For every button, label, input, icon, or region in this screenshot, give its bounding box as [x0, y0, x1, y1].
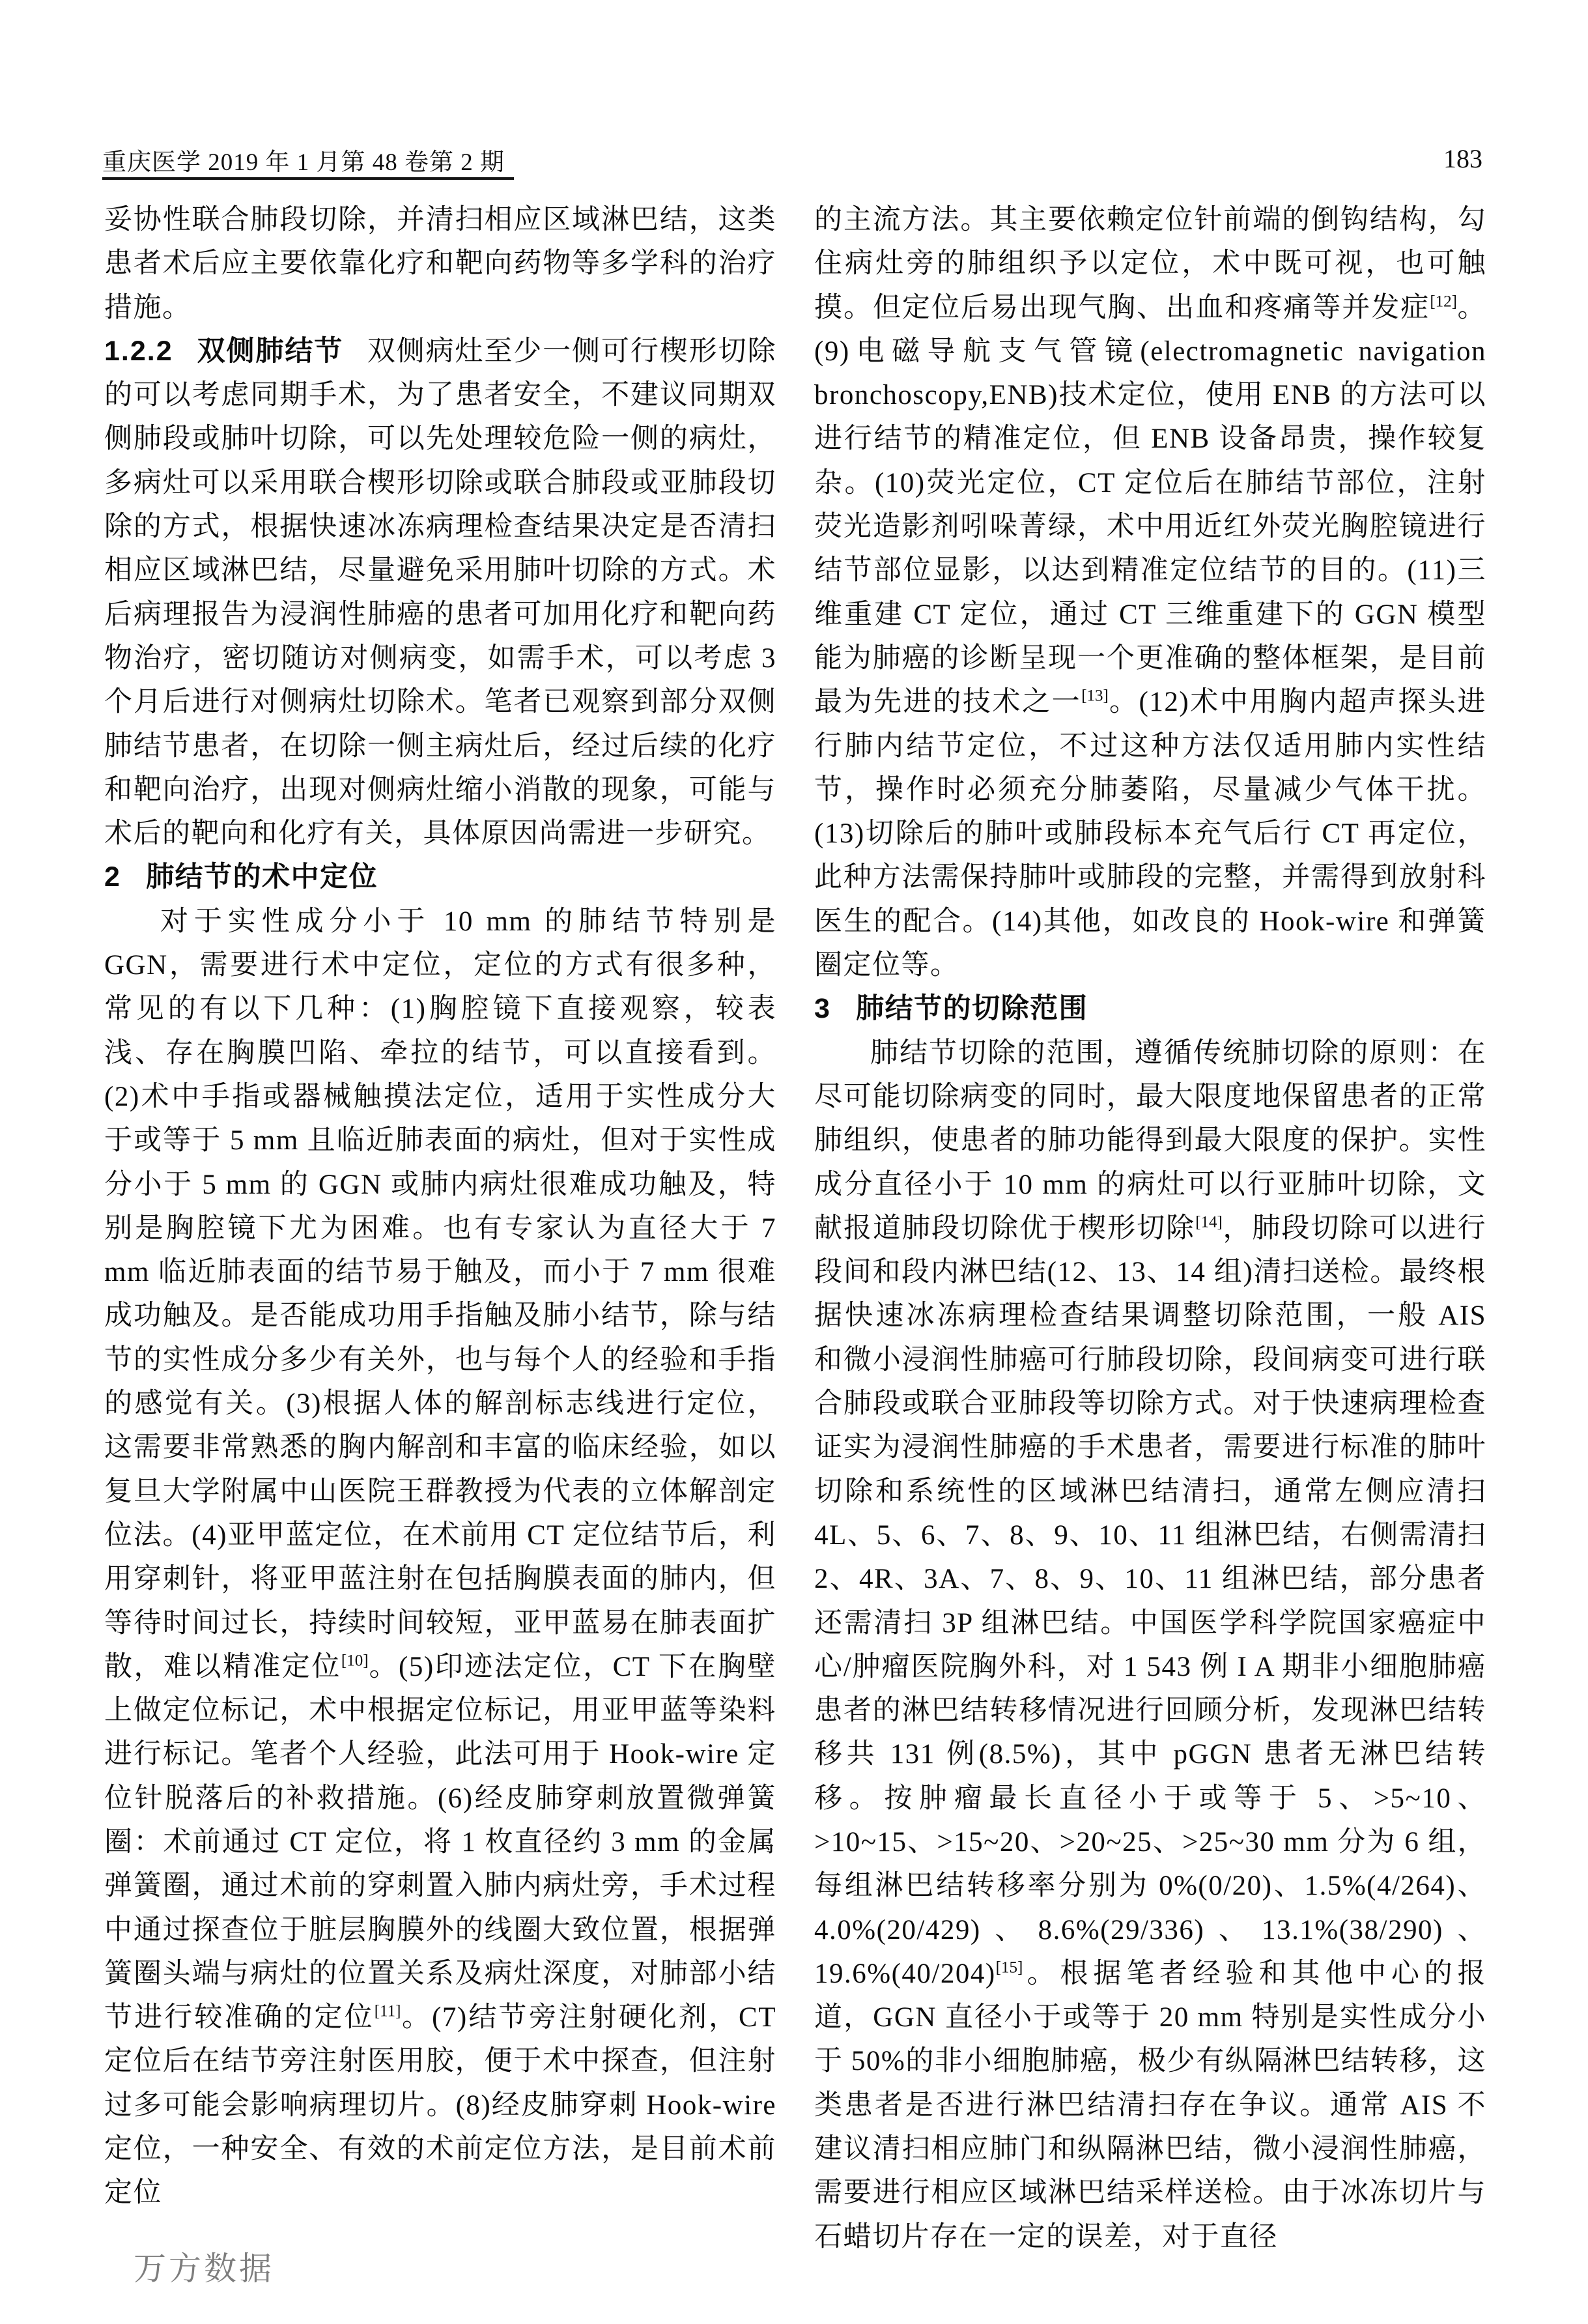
subsection-1-2-2-number: 1.2.2: [104, 335, 173, 367]
page-number: 183: [1443, 144, 1482, 173]
subsection-1-2-2-title: 双侧肺结节: [197, 335, 344, 367]
section-3-heading: [814, 987, 1486, 1031]
header-underline: [102, 177, 514, 180]
paragraph-continuation-right: 的主流方法。其主要依赖定位针前端的倒钩结构，勾住病灶旁的肺组织予以定位，术中既可视，也可触摸。但定位后易出现气胸、出血和疼痛等并发症[12]。(9)电磁导航支气管镜(electromagnetic navigation bronchoscopy,ENB)技术定位，使用 ENB 的方法可以进行结节的精准定位，但 ENB 设备昂贵，操作较复杂。(10)荧光定位，CT 定位后在肺结节部位，注射荧光造影剂吲哚菁绿，术中用近红外荧光胸腔镜进行结节部位显影，以达到精准定位结节的目的。(11)三维重建 CT 定位，通过 CT 三维重建下的 GGN 模型能为肺癌的诊断呈现一个更准确的整体框架，是目前最为先进的技术之一[13]。(12)术中用胸内超声探头进行肺内结节定位，不过这种方法仅适用肺内实性结节，操作时必须充分肺萎陷，尽量减少气体干扰。(13)切除后的肺叶或肺段标本充气后行 CT 再定位，此种方法需保持肺叶或肺段的完整，并需得到放射科医生的配合。(14)其他，如改良的 Hook-wire 和弹簧圈定位等。: [814, 205, 1487, 981]
section-2-body: 对于实性成分小于 10 mm 的肺结节特别是 GGN，需要进行术中定位，定位的方式有很多种，常见的有以下几种：(1)胸腔镜下直接观察，较表浅、存在胸膜凹陷、牵拉的结节，可以直接看到。(2)术中手指或器械触摸法定位，适用于实性成分大于或等于 5 mm 且临近肺表面的病灶，但对于实性成分小于 5 mm 的 GGN 或肺内病灶很难成功触及，特别是胸腔镜下尤为困难。也有专家认为直径大于 7 mm 临近肺表面的结节易于触及，而小于 7 mm 很难成功触及。是否能成功用手指触及肺小结节，除与结节的实性成分多少有关外，也与每个人的经验和手指的感觉有关。(3)根据人体的解剖标志线进行定位，这需要非常熟悉的胸内解剖和丰富的临床经验，如以复旦大学附属中山医院王群教授为代表的立体解剖定位法。(4)亚甲蓝定位，在术前用 CT 定位结节后，利用穿刺针，将亚甲蓝注射在包括胸膜表面的肺内，但等待时间过长，持续时间较短，亚甲蓝易在肺表面扩散，难以精准定位[10]。(5)印迹法定位，CT 下在胸壁上做定位标记，术中根据定位标记，用亚甲蓝等染料进行标记。笔者个人经验，此法可用于 Hook-wire 定位针脱落后的补救措施。(6)经皮肺穿刺放置微弹簧圈：术前通过 CT 定位，将 1 枚直径约 3 mm 的金属弹簧圈，通过术前的穿刺置入肺内病灶旁，手术过程中通过探查位于脏层胸膜外的线圈大致位置，根据弹簧圈头端与病灶的位置关系及病灶深度，对肺部小结节进行较准确的定位[11]。(7)结节旁注射硬化剂，CT 定位后在结节旁注射医用胶，便于术中探查，但注射过多可能会影响病理切片。(8)经皮肺穿刺 Hook-wire 定位，一种安全、有效的术前定位方法，是目前术前定位: [104, 906, 777, 2209]
left-column: [104, 198, 776, 2215]
subsection-1-2-2-body: 双侧病灶至少一侧可行楔形切除的可以考虑同期手术，为了患者安全，不建议同期双侧肺段或肺叶切除，可以先处理较危险一侧的病灶，多病灶可以采用联合楔形切除或联合肺段或亚肺段切除的方式，根据快速冰冻病理检查结果决定是否清扫相应区域淋巴结，尽量避免采用肺叶切除的方式。术后病理报告为浸润性肺癌的患者可加用化疗和靶向药物治疗，密切随访对侧病变，如需手术，可以考虑 3 个月后进行对侧病灶切除术。笔者已观察到部分双侧肺结节患者，在切除一侧主病灶后，经过后续的化疗和靶向治疗，出现对侧病灶缩小消散的现象，可能与术后的靶向和化疗有关，具体原因尚需进一步研究。: [104, 336, 777, 850]
section-3-body: 肺结节切除的范围，遵循传统肺切除的原则：在尽可能切除病变的同时，最大限度地保留患者的正常肺组织，使患者的肺功能得到最大限度的保护。实性成分直径小于 10 mm 的病灶可以行亚肺叶切除，文献报道肺段切除优于楔形切除[14]，肺段切除可以进行段间和段内淋巴结(12、13、14 组)清扫送检。最终根据快速冰冻病理检查结果调整切除范围，一般 AIS 和微小浸润性肺癌可行肺段切除，段间病变可进行联合肺段或联合亚肺段等切除方式。对于快速病理检查证实为浸润性肺癌的手术患者，需要进行标准的肺叶切除和系统性的区域淋巴结清扫，通常左侧应清扫 4L、5、6、7、8、9、10、11 组淋巴结，右侧需清扫 2、4R、3A、7、8、9、10、11 组淋巴结，部分患者还需清扫 3P 组淋巴结。中国医学科学院国家癌症中心/肿瘤医院胸外科，对 1 543 例 I A 期非小细胞肺癌患者的淋巴结转移情况进行回顾分析，发现淋巴结转移共 131 例(8.5%)，其中 pGGN 患者无淋巴结转移。按肿瘤最长直径小于或等于 5、>5~10、>10~15、>15~20、>20~25、>25~30 mm 分为 6 组，每组淋巴结转移率分别为 0%(0/20)、1.5%(4/264)、4.0%(20/429)、8.6%(29/336)、13.1%(38/290)、19.6%(40/204)[15]。根据笔者经验和其他中心的报道，GGN 直径小于或等于 20 mm 特别是实性成分小于 50%的非小细胞肺癌，极少有纵隔淋巴结转移，这类患者是否进行淋巴结清扫存在争议。通常 AIS 不建议清扫相应肺门和纵隔淋巴结，微小浸润性肺癌，需要进行相应区域淋巴结采样送检。由于冰冻切片与石蜡切片存在一定的误差，对于直径: [814, 1037, 1486, 2252]
wanfang-watermark: 万方数据: [134, 2250, 274, 2287]
section-3-title: 肺结节的切除范围: [856, 993, 1088, 1025]
section-2-heading: [104, 855, 776, 899]
right-column: [814, 198, 1486, 2259]
journal-header-text: 重庆医学 2019 年 1 月第 48 卷第 2 期: [102, 149, 505, 176]
subsection-1-2-2: [104, 330, 776, 856]
section-2-title: 肺结节的术中定位: [146, 861, 378, 893]
paragraph-continuation-left: 妥协性联合肺段切除，并清扫相应区域淋巴结，这类患者术后应主要依靠化疗和靶向药物等多学科的治疗措施。: [104, 205, 776, 323]
section-2-number: 2: [104, 861, 121, 893]
section-3-number: 3: [814, 993, 831, 1025]
